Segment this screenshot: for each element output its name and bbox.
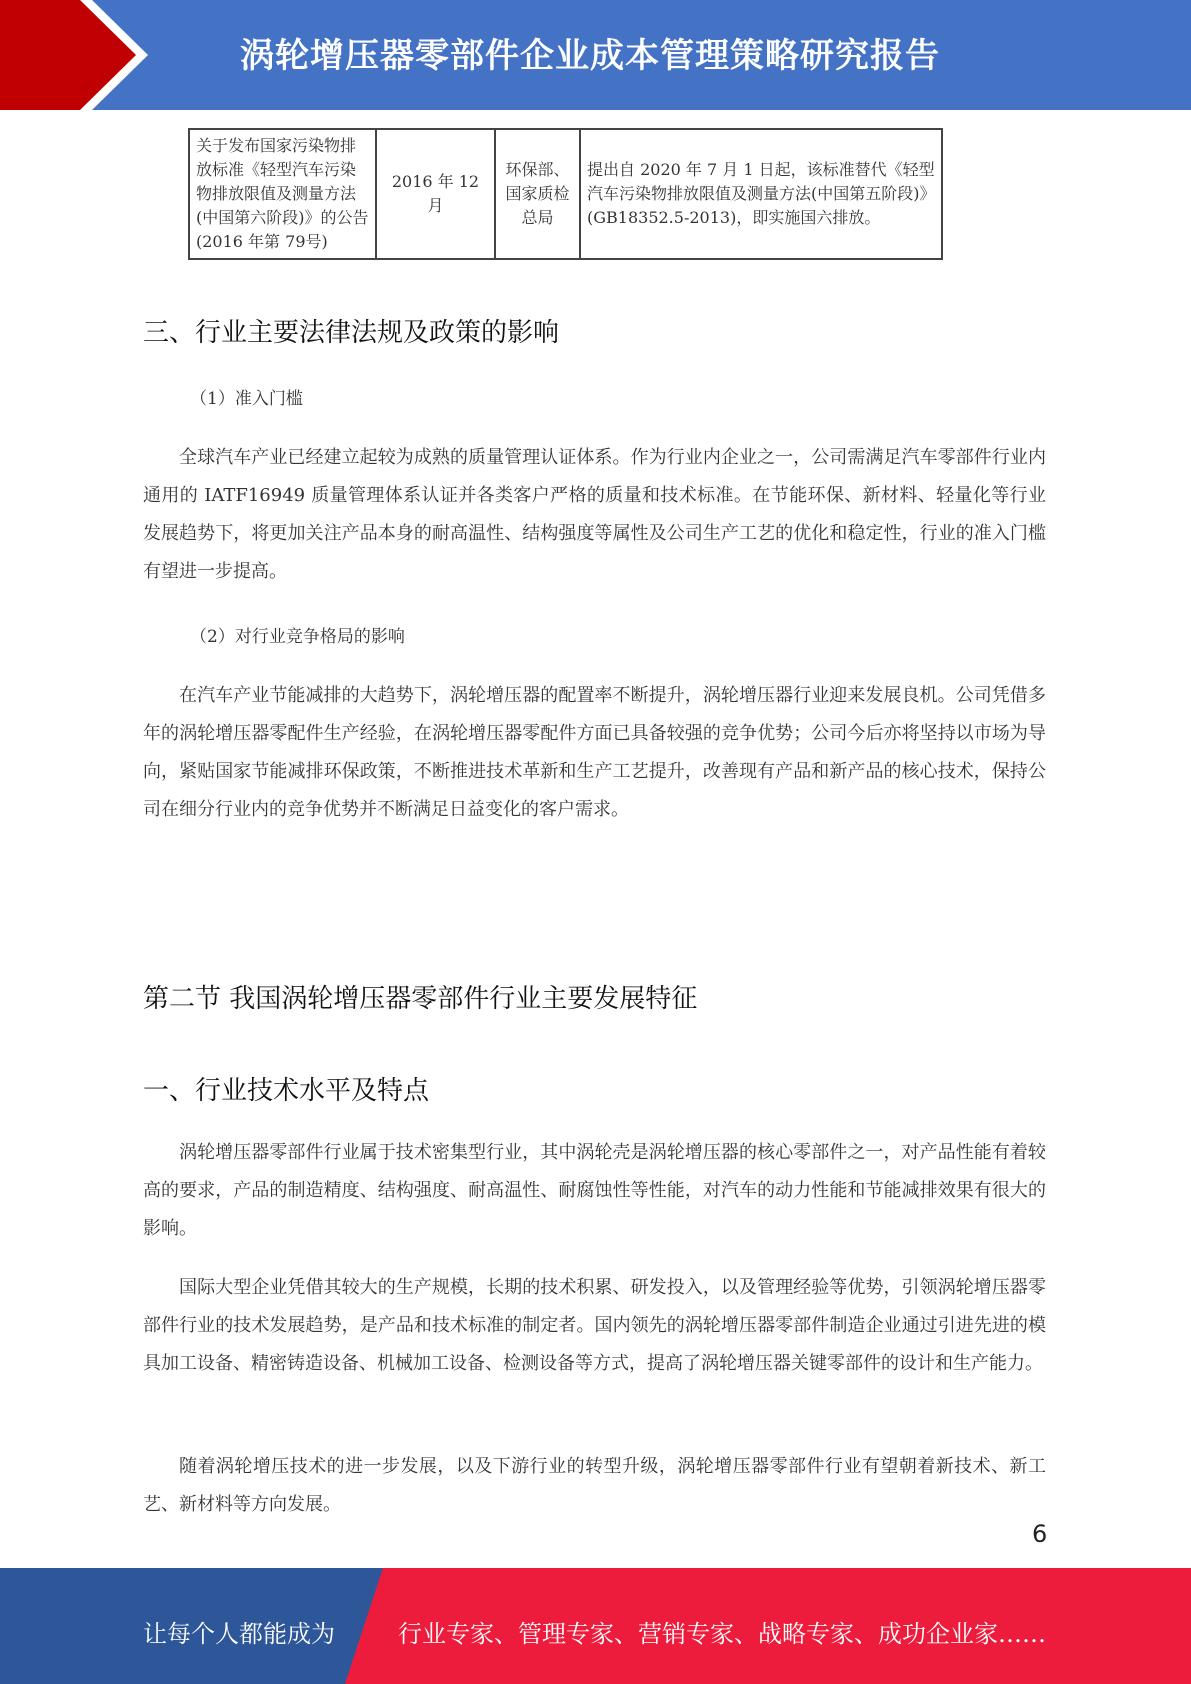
table-cell-content: 提出自 2020 年 7 月 1 日起，该标准替代《轻型汽车污染物排放限值及测量方法(中国第五阶段)》(GB18352.5-2013)，即实施国六排放。 bbox=[580, 129, 942, 259]
paragraph-tech-intensive: 涡轮增压器零部件行业属于技术密集型行业，其中涡轮壳是涡轮增压器的核心零部件之一，对产品性能有着较高的要求，产品的制造精度、结构强度、耐高温性、耐腐蚀性等性能，对汽车的动力性能和节能减排效果有很大的影响。 bbox=[143, 1142, 1046, 1239]
paragraph-international: 国际大型企业凭借其较大的生产规模，长期的技术积累、研发投入，以及管理经验等优势，引领涡轮增压器零部件行业的技术发展趋势，是产品和技术标准的制定者。国内领先的涡轮增压器零部件制造企业通过引进先进的模具加工设备、精密铸造设备、机械加工设备、检测设备等方式，提高了涡轮增压器关键零部件的设计和生产能力。 bbox=[143, 1277, 1046, 1374]
header-arrow-decoration bbox=[0, 0, 150, 110]
section-heading-policy-impact: 三、行业主要法律法规及政策的影响 bbox=[143, 318, 560, 348]
report-title: 涡轮增压器零部件企业成本管理策略研究报告 bbox=[240, 36, 940, 76]
table-cell-name: 关于发布国家污染物排放标准《轻型汽车污染物排放限值及测量方法(中国第六阶段)》的公告(2016 年第 79号) bbox=[189, 129, 376, 259]
paragraph-entry-threshold: 全球汽车产业已经建立起较为成熟的质量管理认证体系。作为行业内企业之一，公司需满足汽车零部件行业内通用的 IATF16949 质量管理体系认证并各类客户严格的质量和技术标准。在节能环保、新材料、轻量化等行业发展趋势下，将更加关注产品本身的耐高温性、结构强度等属性及公司生产工艺的优化和稳定性，行业的准入门槛有望进一步提高。 bbox=[143, 447, 1046, 582]
table-cell-dept: 环保部、国家质检总局 bbox=[495, 129, 580, 259]
paragraph-future: 随着涡轮增压技术的进一步发展，以及下游行业的转型升级，涡轮增压器零部件行业有望朝着新技术、新工艺、新材料等方向发展。 bbox=[143, 1456, 1046, 1515]
section-heading-tech-level: 一、行业技术水平及特点 bbox=[143, 1076, 430, 1106]
subheading-competition: （2）对行业竞争格局的影响 bbox=[190, 627, 405, 647]
table-cell-date: 2016 年 12 月 bbox=[376, 129, 495, 259]
footer-slogan-left: 让每个人都能成为 bbox=[143, 1620, 335, 1648]
policy-table bbox=[188, 128, 943, 260]
paragraph-competition: 在汽车产业节能减排的大趋势下，涡轮增压器的配置率不断提升，涡轮增压器行业迎来发展良机。公司凭借多年的涡轮增压器零配件生产经验，在涡轮增压器零配件方面已具备较强的竞争优势；公司今后亦将坚持以市场为导向，紧贴国家节能减排环保政策，不断推进技术革新和生产工艺提升，改善现有产品和新产品的核心技术，保持公司在细分行业内的竞争优势并不断满足日益变化的客户需求。 bbox=[143, 685, 1046, 820]
chapter-heading: 第二节 我国涡轮增压器零部件行业主要发展特征 bbox=[143, 984, 698, 1014]
footer-slogan-right: 行业专家、管理专家、营销专家、战略专家、成功企业家…… bbox=[398, 1620, 1046, 1648]
table-row bbox=[189, 129, 942, 259]
subheading-entry-threshold: （1）准入门槛 bbox=[190, 389, 303, 409]
page-number: 6 bbox=[1032, 1520, 1048, 1548]
